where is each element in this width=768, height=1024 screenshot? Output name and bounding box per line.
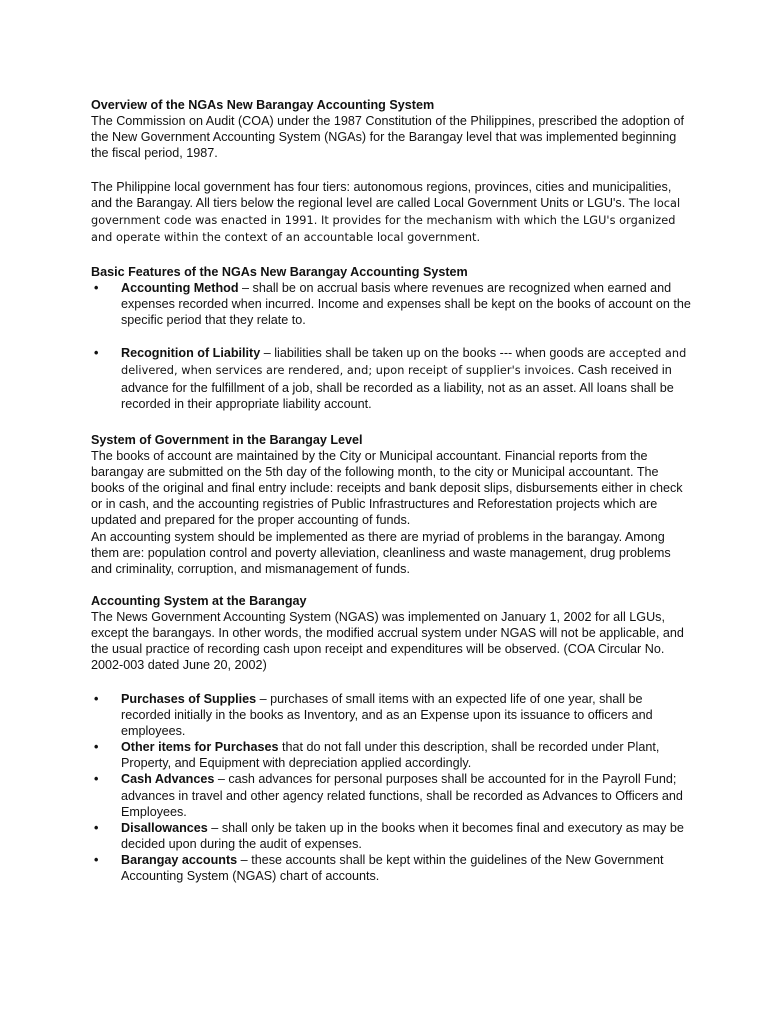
list-item [91, 820, 691, 852]
overview-paragraph-2b: The local government code was enacted in 1991. It provides for the mechanism with which the LGU's organized and operate within the context of an accountable local government. [91, 197, 681, 245]
list-item-text: – shall only be taken up in the books when it becomes final and executory as may be decided upon during the audit of expenses. [121, 820, 684, 851]
list-item-text: – liabilities shall be taken up on the books --- when goods are [260, 346, 606, 361]
accounting-system-section [91, 593, 691, 673]
list-item-term: Cash Advances [121, 772, 215, 787]
list-item-text: – these accounts shall be kept within the guidelines of the New Government Accounting System (NGAS) chart of accounts. [121, 852, 664, 884]
overview-heading: Overview of the NGAs New Barangay Accounting System [91, 98, 435, 112]
list-item [91, 280, 691, 328]
basic-features-heading: Basic Features of the NGAs New Barangay Accounting System [91, 265, 468, 279]
overview-paragraph-2a: The Philippine local government has four tiers: autonomous regions, provinces, cities and municipalities, and the Barangay. All tiers below the regional level are called Local Government Units or LGU's. [91, 180, 672, 211]
bullet-icon: • [94, 281, 99, 296]
list-item-text: – shall be on accrual basis where revenues are recognized when earned and expenses recorded when incurred. Income and expenses shall be kept on the books of account on the specific period that they relate to. [121, 281, 691, 328]
list-item-text: that do not fall under this description, shall be recorded under Plant, Property, and Equipment with depreciation applied accordingly. [121, 740, 660, 771]
bullet-icon: • [94, 820, 99, 835]
basic-features-list [91, 280, 691, 412]
system-government-paragraph-2: An accounting system should be implemented as there are myriad of problems in the barangay. Among them are: population control and poverty alleviation, cleanliness and waste management, drug problems and criminality, corruption, and mismanagement of funds. [91, 529, 671, 576]
bullet-icon: • [94, 346, 99, 361]
system-government-heading: System of Government in the Barangay Level [91, 433, 363, 447]
overview-paragraph-2 [91, 179, 691, 246]
bullet-icon: • [94, 852, 99, 867]
overview-paragraph-1: The Commission on Audit (COA) under the 1987 Constitution of the Philippines, prescribed the adoption of the New Government Accounting System (NGAs) for the Barangay level that was implemented beginning the fiscal period, 1987. [91, 114, 684, 161]
list-item-term: Purchases of Supplies [121, 692, 257, 706]
list-item-text-narrow: accepted and delivered, when services are rendered, and; upon receipt of supplier's invoices. [121, 347, 687, 378]
overview-section [91, 97, 691, 161]
list-item [91, 691, 691, 739]
list-item-term: Other items for Purchases [121, 740, 279, 755]
bullet-icon: • [94, 692, 99, 706]
bullet-icon: • [94, 740, 99, 755]
list-item-term: Barangay accounts [121, 852, 238, 867]
system-government-section [91, 432, 691, 577]
list-item-text-cont: Cash received in advance for the fulfillment of a job, shall be recorded as a liability, not as an asset. All loans shall be recorded in their appropriate liability account. [121, 363, 674, 411]
list-item [91, 852, 691, 884]
list-item-term: Recognition of Liability [121, 346, 261, 361]
accounting-system-heading: Accounting System at the Barangay [91, 594, 307, 608]
list-item-text: – cash advances for personal purposes shall be accounted for in the Payroll Fund; advances in travel and other agency related functions, shall be recorded as Advances to Officers and Employees. [121, 772, 683, 819]
list-item [91, 739, 691, 771]
list-item-term: Accounting Method [121, 281, 239, 296]
list-item-term: Disallowances [121, 820, 208, 835]
accounting-system-list [91, 691, 691, 884]
list-item [91, 345, 691, 411]
accounting-system-list-block [91, 691, 691, 884]
bullet-icon: • [94, 772, 99, 787]
accounting-system-paragraph: The News Government Accounting System (NGAS) was implemented on January 1, 2002 for all LGUs, except the barangays. In other words, the modified accrual system under NGAS will not be applicable, and the usual practice of recording cash upon receipt and expenditures will be observed. (COA Circular No. 2002-003 dated June 20, 2002) [91, 610, 684, 673]
basic-features-section [91, 264, 691, 412]
list-item-text: – purchases of small items with an expected life of one year, shall be recorded initially in the books as Inventory, and as an Expense upon its issuance to officers and employees. [121, 692, 653, 739]
list-item [91, 771, 691, 819]
system-government-paragraph-1: The books of account are maintained by the City or Municipal accountant. Financial reports from the barangay are submitted on the 5th day of the following month, to the city or Municipal accountant. The books of the original and final entry include: receipts and bank deposit slips, disbursements either in check or in cash, and the accounting registries of Public Infrastructures and Reforestation projects which are updated and prepared for the proper accounting of funds. [91, 449, 683, 528]
